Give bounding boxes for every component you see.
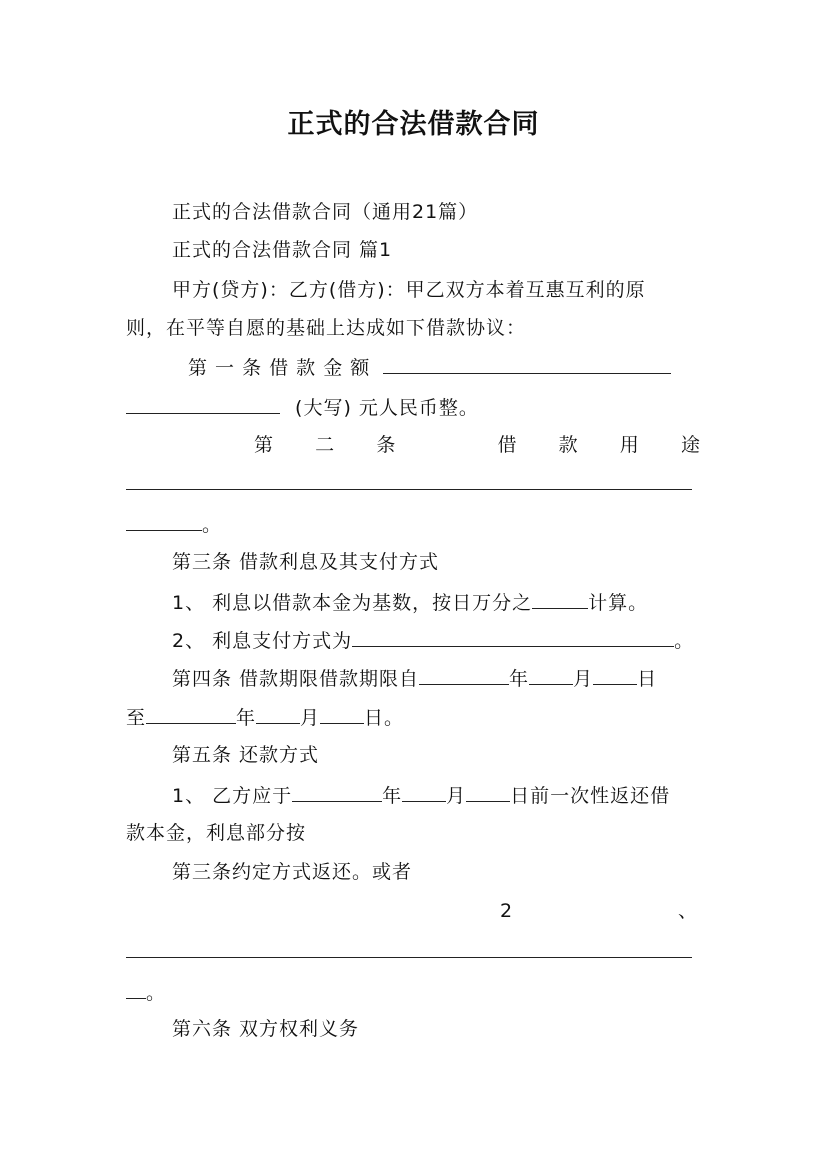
article-1-label-text: 第 一 条 借 款 金 额	[188, 357, 371, 379]
section-heading: 正式的合法借款合同 篇1	[172, 239, 393, 261]
repay-other-blank	[126, 957, 692, 958]
end-day-blank	[320, 705, 364, 724]
article-6-heading: 第六条 双方权利义务	[172, 1018, 360, 1040]
payment-method-end: 。	[674, 630, 695, 652]
repay-day-blank	[466, 783, 510, 802]
article-5-item-1	[172, 783, 670, 808]
start-month-blank	[529, 666, 573, 685]
end-month-blank	[256, 705, 300, 724]
repay-month-blank	[402, 783, 446, 802]
purpose-blank-cont	[126, 512, 202, 531]
article-4-line-1	[172, 666, 657, 691]
article-5-item-2-number: 2	[500, 900, 514, 922]
year-label: 年	[382, 785, 403, 807]
article-2-tail-line	[126, 512, 222, 537]
interest-rate-blank	[532, 590, 588, 609]
amount-blank	[383, 355, 671, 374]
day-label: 日	[637, 668, 658, 690]
article-1-tail-line	[126, 395, 479, 420]
term-text: 第四条 借款期限借款期限自	[172, 668, 420, 690]
amount-blank-cont	[126, 395, 280, 414]
article-2-word: 借	[497, 434, 517, 456]
payment-method-blank	[352, 628, 674, 647]
article-2-tail: 。	[202, 514, 223, 536]
article-5-line-2: 款本金，利息部分按	[126, 822, 307, 844]
year-label: 年	[509, 668, 530, 690]
article-2-word: 二	[315, 434, 335, 456]
intro-line-2: 则，在平等自愿的基础上达成如下借款协议：	[126, 317, 527, 339]
article-5-item-2-mark: 、	[678, 900, 699, 922]
intro-line-1: 甲方(贷方)：乙方(借方)：甲乙双方本着互惠互利的原	[172, 279, 646, 301]
interest-text-end: 计算。	[588, 592, 649, 614]
end-year-blank	[146, 705, 236, 724]
repay-other-end: 。	[146, 982, 167, 1004]
payment-method-text: 2、 利息支付方式为	[172, 630, 353, 652]
article-2-word: 条	[376, 434, 396, 456]
article-1-label	[188, 355, 671, 380]
month-label: 月	[300, 707, 321, 729]
article-5-item-2-tail	[126, 980, 166, 1005]
article-5-line-3: 第三条约定方式返还。或者	[172, 861, 413, 883]
repay-year-blank	[292, 783, 382, 802]
article-2-word: 用	[619, 434, 639, 456]
article-2-word: 途	[680, 434, 700, 456]
article-3-item-1	[172, 590, 648, 615]
purpose-blank	[126, 489, 692, 490]
subtitle: 正式的合法借款合同（通用21篇）	[172, 201, 479, 223]
to-label: 至	[126, 707, 147, 729]
year-label: 年	[236, 707, 257, 729]
article-2-word: 第	[254, 434, 274, 456]
month-label: 月	[446, 785, 467, 807]
article-3-item-2	[172, 628, 694, 653]
repay-other-blank-cont	[126, 980, 146, 999]
end-day-label: 日。	[364, 707, 405, 729]
article-3-heading: 第三条 借款利息及其支付方式	[172, 551, 440, 573]
interest-text: 1、 利息以借款本金为基数，按日万分之	[172, 592, 533, 614]
repay-text-cont: 日前一次性返还借	[510, 785, 671, 807]
article-2-heading	[254, 433, 700, 457]
article-5-heading: 第五条 还款方式	[172, 744, 320, 766]
document-title: 正式的合法借款合同	[287, 109, 540, 140]
article-1-tail: (大写) 元人民币整。	[295, 397, 479, 419]
repay-text: 1、 乙方应于	[172, 785, 293, 807]
article-2-word: 款	[558, 434, 578, 456]
start-year-blank	[419, 666, 509, 685]
month-label: 月	[573, 668, 594, 690]
start-day-blank	[593, 666, 637, 685]
article-4-line-2	[126, 705, 404, 730]
